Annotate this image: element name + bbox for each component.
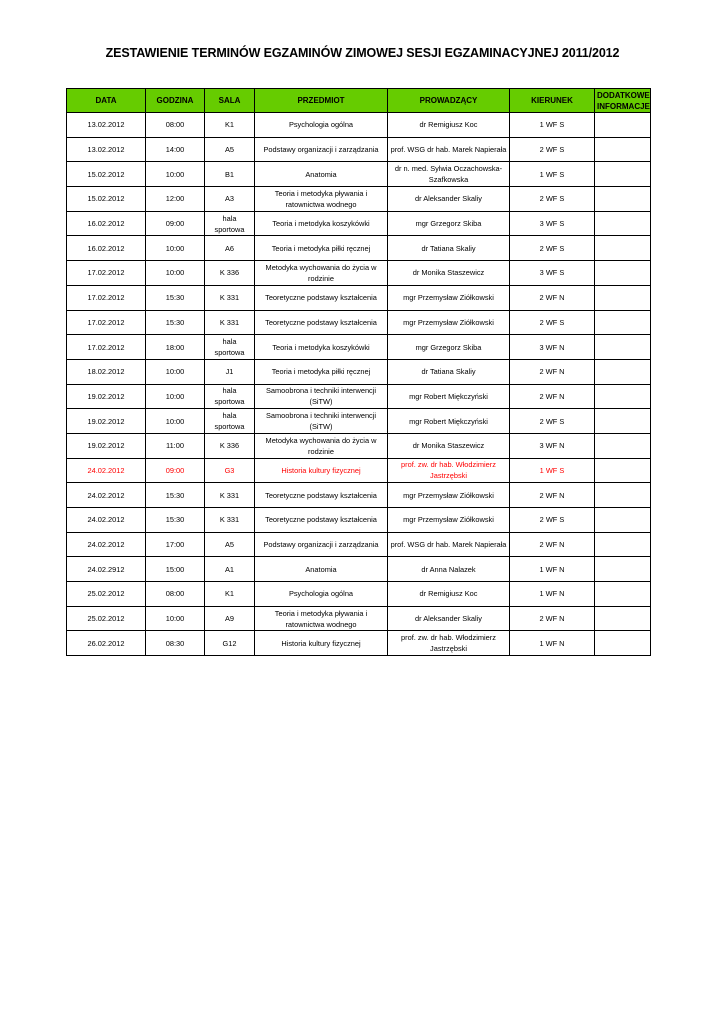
table-row — [67, 359, 651, 384]
cell-prowadzacy: prof. zw. dr hab. Włodzimierz Jastrzębski — [388, 631, 510, 656]
cell-kierunek: 1 WF S — [510, 162, 595, 187]
table-row — [67, 631, 651, 656]
cell-przedmiot: Teoria i metodyka piłki ręcznej — [255, 236, 388, 261]
cell-prowadzacy: dr Anna Nalazek — [388, 557, 510, 582]
cell-sala: K 331 — [205, 285, 255, 310]
cell-godzina: 08:00 — [146, 582, 205, 607]
cell-data: 17.02.2012 — [67, 285, 146, 310]
cell-data: 15.02.2012 — [67, 162, 146, 187]
cell-dodatkowe-informacje — [595, 557, 651, 582]
cell-sala: hala sportowa — [205, 335, 255, 360]
cell-godzina: 11:00 — [146, 433, 205, 458]
exam-schedule-table — [66, 88, 651, 656]
table-row — [67, 137, 651, 162]
cell-przedmiot: Psychologia ogólna — [255, 113, 388, 138]
cell-przedmiot: Historia kultury fizycznej — [255, 631, 388, 656]
table-row — [67, 532, 651, 557]
cell-sala: A9 — [205, 606, 255, 631]
cell-sala: G3 — [205, 458, 255, 483]
header-kierunek: KIERUNEK — [510, 89, 595, 113]
cell-prowadzacy: dr Tatiana Skaliy — [388, 236, 510, 261]
cell-prowadzacy: prof. zw. dr hab. Włodzimierz Jastrzębski — [388, 458, 510, 483]
cell-prowadzacy: mgr Robert Miękczyński — [388, 384, 510, 409]
cell-prowadzacy: dr Monika Staszewicz — [388, 433, 510, 458]
cell-data: 24.02.2012 — [67, 508, 146, 533]
cell-prowadzacy: prof. WSG dr hab. Marek Napierała — [388, 532, 510, 557]
cell-kierunek: 2 WF N — [510, 384, 595, 409]
cell-kierunek: 3 WF S — [510, 211, 595, 236]
cell-przedmiot: Teoretyczne podstawy kształcenia — [255, 483, 388, 508]
cell-godzina: 15:00 — [146, 557, 205, 582]
cell-przedmiot: Teoretyczne podstawy kształcenia — [255, 508, 388, 533]
table-header-row — [67, 89, 651, 113]
cell-sala: K 331 — [205, 508, 255, 533]
cell-dodatkowe-informacje — [595, 310, 651, 335]
cell-sala: A5 — [205, 532, 255, 557]
cell-dodatkowe-informacje — [595, 483, 651, 508]
cell-przedmiot: Samoobrona i techniki interwencji (SiTW) — [255, 384, 388, 409]
cell-prowadzacy: dr Monika Staszewicz — [388, 261, 510, 286]
cell-przedmiot: Teoretyczne podstawy kształcenia — [255, 310, 388, 335]
cell-dodatkowe-informacje — [595, 211, 651, 236]
cell-sala: B1 — [205, 162, 255, 187]
cell-godzina: 15:30 — [146, 483, 205, 508]
cell-dodatkowe-informacje — [595, 631, 651, 656]
cell-godzina: 15:30 — [146, 508, 205, 533]
cell-godzina: 10:00 — [146, 359, 205, 384]
cell-prowadzacy: mgr Grzegorz Skiba — [388, 335, 510, 360]
cell-data: 13.02.2012 — [67, 113, 146, 138]
cell-kierunek: 2 WF N — [510, 285, 595, 310]
cell-sala: A3 — [205, 187, 255, 212]
cell-data: 18.02.2012 — [67, 359, 146, 384]
cell-kierunek: 3 WF S — [510, 261, 595, 286]
cell-kierunek: 2 WF S — [510, 137, 595, 162]
cell-data: 16.02.2012 — [67, 236, 146, 261]
page-title: ZESTAWIENIE TERMINÓW EGZAMINÓW ZIMOWEJ SESJI EGZAMINACYJNEJ 2011/2012 — [105, 46, 620, 60]
cell-dodatkowe-informacje — [595, 187, 651, 212]
cell-dodatkowe-informacje — [595, 261, 651, 286]
cell-sala: hala sportowa — [205, 384, 255, 409]
header-dodatkowe-informacje: DODATKOWE INFORMACJE — [595, 89, 651, 113]
cell-sala: hala sportowa — [205, 211, 255, 236]
cell-prowadzacy: dr n. med. Sylwia Oczachowska-Szafkowska — [388, 162, 510, 187]
cell-prowadzacy: dr Aleksander Skaliy — [388, 606, 510, 631]
header-godzina: GODZINA — [146, 89, 205, 113]
cell-godzina: 10:00 — [146, 409, 205, 434]
cell-przedmiot: Teoria i metodyka pływania i ratownictwa wodnego — [255, 606, 388, 631]
cell-data: 24.02.2012 — [67, 532, 146, 557]
cell-data: 24.02.2012 — [67, 458, 146, 483]
cell-data: 19.02.2012 — [67, 409, 146, 434]
cell-kierunek: 2 WF N — [510, 532, 595, 557]
cell-sala: K 331 — [205, 483, 255, 508]
cell-data: 13.02.2012 — [67, 137, 146, 162]
table-row — [67, 483, 651, 508]
cell-przedmiot: Podstawy organizacji i zarządzania — [255, 137, 388, 162]
cell-przedmiot: Metodyka wychowania do życia w rodzinie — [255, 433, 388, 458]
cell-sala: K1 — [205, 113, 255, 138]
cell-dodatkowe-informacje — [595, 113, 651, 138]
cell-dodatkowe-informacje — [595, 433, 651, 458]
cell-dodatkowe-informacje — [595, 582, 651, 607]
cell-przedmiot: Teoria i metodyka koszykówki — [255, 211, 388, 236]
cell-sala: G12 — [205, 631, 255, 656]
cell-godzina: 10:00 — [146, 162, 205, 187]
cell-dodatkowe-informacje — [595, 162, 651, 187]
cell-prowadzacy: mgr Przemysław Ziółkowski — [388, 310, 510, 335]
cell-data: 16.02.2012 — [67, 211, 146, 236]
table-row — [67, 458, 651, 483]
cell-godzina: 10:00 — [146, 606, 205, 631]
table-row — [67, 285, 651, 310]
cell-godzina: 18:00 — [146, 335, 205, 360]
cell-kierunek: 2 WF S — [510, 236, 595, 261]
table-row — [67, 582, 651, 607]
cell-prowadzacy: mgr Robert Miękczyński — [388, 409, 510, 434]
cell-godzina: 10:00 — [146, 236, 205, 261]
cell-przedmiot: Teoria i metodyka pływania i ratownictwa wodnego — [255, 187, 388, 212]
cell-dodatkowe-informacje — [595, 285, 651, 310]
cell-przedmiot: Podstawy organizacji i zarządzania — [255, 532, 388, 557]
table-row — [67, 409, 651, 434]
cell-kierunek: 1 WF S — [510, 458, 595, 483]
cell-godzina: 10:00 — [146, 261, 205, 286]
cell-przedmiot: Psychologia ogólna — [255, 582, 388, 607]
cell-kierunek: 2 WF S — [510, 310, 595, 335]
table-row — [67, 557, 651, 582]
cell-sala: hala sportowa — [205, 409, 255, 434]
cell-godzina: 08:30 — [146, 631, 205, 656]
cell-prowadzacy: prof. WSG dr hab. Marek Napierała — [388, 137, 510, 162]
cell-data: 19.02.2012 — [67, 433, 146, 458]
cell-data: 17.02.2012 — [67, 310, 146, 335]
cell-kierunek: 2 WF S — [510, 409, 595, 434]
cell-sala: K 336 — [205, 261, 255, 286]
table-row — [67, 187, 651, 212]
cell-dodatkowe-informacje — [595, 508, 651, 533]
cell-dodatkowe-informacje — [595, 236, 651, 261]
cell-sala: A6 — [205, 236, 255, 261]
cell-sala: A1 — [205, 557, 255, 582]
cell-kierunek: 1 WF N — [510, 557, 595, 582]
cell-data: 15.02.2012 — [67, 187, 146, 212]
header-sala: SALA — [205, 89, 255, 113]
table-row — [67, 113, 651, 138]
cell-dodatkowe-informacje — [595, 137, 651, 162]
cell-data: 25.02.2012 — [67, 582, 146, 607]
cell-data: 17.02.2012 — [67, 335, 146, 360]
cell-kierunek: 1 WF S — [510, 113, 595, 138]
cell-prowadzacy: dr Remigiusz Koc — [388, 582, 510, 607]
cell-sala: K 336 — [205, 433, 255, 458]
cell-dodatkowe-informacje — [595, 335, 651, 360]
cell-sala: K1 — [205, 582, 255, 607]
cell-kierunek: 2 WF N — [510, 359, 595, 384]
cell-godzina: 08:00 — [146, 113, 205, 138]
cell-kierunek: 1 WF N — [510, 582, 595, 607]
table-row — [67, 162, 651, 187]
table-row — [67, 211, 651, 236]
cell-prowadzacy: dr Aleksander Skaliy — [388, 187, 510, 212]
cell-data: 24.02.2912 — [67, 557, 146, 582]
cell-godzina: 12:00 — [146, 187, 205, 212]
cell-przedmiot: Samoobrona i techniki interwencji (SiTW) — [255, 409, 388, 434]
cell-godzina: 17:00 — [146, 532, 205, 557]
cell-kierunek: 1 WF N — [510, 631, 595, 656]
header-data: DATA — [67, 89, 146, 113]
table-row — [67, 261, 651, 286]
cell-kierunek: 3 WF N — [510, 433, 595, 458]
header-prowadzacy: PROWADZĄCY — [388, 89, 510, 113]
cell-przedmiot: Teoria i metodyka piłki ręcznej — [255, 359, 388, 384]
cell-godzina: 15:30 — [146, 310, 205, 335]
cell-prowadzacy: mgr Przemysław Ziółkowski — [388, 285, 510, 310]
cell-godzina: 10:00 — [146, 384, 205, 409]
cell-kierunek: 2 WF S — [510, 187, 595, 212]
cell-data: 26.02.2012 — [67, 631, 146, 656]
cell-godzina: 14:00 — [146, 137, 205, 162]
cell-dodatkowe-informacje — [595, 409, 651, 434]
table-row — [67, 236, 651, 261]
table-row — [67, 433, 651, 458]
cell-przedmiot: Teoretyczne podstawy kształcenia — [255, 285, 388, 310]
cell-kierunek: 2 WF S — [510, 508, 595, 533]
cell-prowadzacy: dr Remigiusz Koc — [388, 113, 510, 138]
cell-przedmiot: Anatomia — [255, 162, 388, 187]
table-row — [67, 335, 651, 360]
cell-przedmiot: Anatomia — [255, 557, 388, 582]
cell-sala: J1 — [205, 359, 255, 384]
cell-data: 24.02.2012 — [67, 483, 146, 508]
cell-godzina: 15:30 — [146, 285, 205, 310]
header-przedmiot: PRZEDMIOT — [255, 89, 388, 113]
cell-sala: K 331 — [205, 310, 255, 335]
cell-kierunek: 3 WF N — [510, 335, 595, 360]
table-row — [67, 310, 651, 335]
cell-prowadzacy: mgr Grzegorz Skiba — [388, 211, 510, 236]
cell-dodatkowe-informacje — [595, 458, 651, 483]
cell-prowadzacy: dr Tatiana Skaliy — [388, 359, 510, 384]
cell-godzina: 09:00 — [146, 211, 205, 236]
table-body — [67, 113, 651, 656]
table-row — [67, 606, 651, 631]
cell-dodatkowe-informacje — [595, 606, 651, 631]
table-row — [67, 384, 651, 409]
cell-kierunek: 2 WF N — [510, 606, 595, 631]
cell-przedmiot: Metodyka wychowania do życia w rodzinie — [255, 261, 388, 286]
cell-kierunek: 2 WF N — [510, 483, 595, 508]
cell-prowadzacy: mgr Przemysław Ziółkowski — [388, 483, 510, 508]
cell-sala: A5 — [205, 137, 255, 162]
cell-data: 19.02.2012 — [67, 384, 146, 409]
table-row — [67, 508, 651, 533]
cell-data: 25.02.2012 — [67, 606, 146, 631]
cell-godzina: 09:00 — [146, 458, 205, 483]
cell-dodatkowe-informacje — [595, 532, 651, 557]
cell-data: 17.02.2012 — [67, 261, 146, 286]
cell-prowadzacy: mgr Przemysław Ziółkowski — [388, 508, 510, 533]
cell-przedmiot: Teoria i metodyka koszykówki — [255, 335, 388, 360]
cell-przedmiot: Historia kultury fizycznej — [255, 458, 388, 483]
cell-dodatkowe-informacje — [595, 384, 651, 409]
cell-dodatkowe-informacje — [595, 359, 651, 384]
